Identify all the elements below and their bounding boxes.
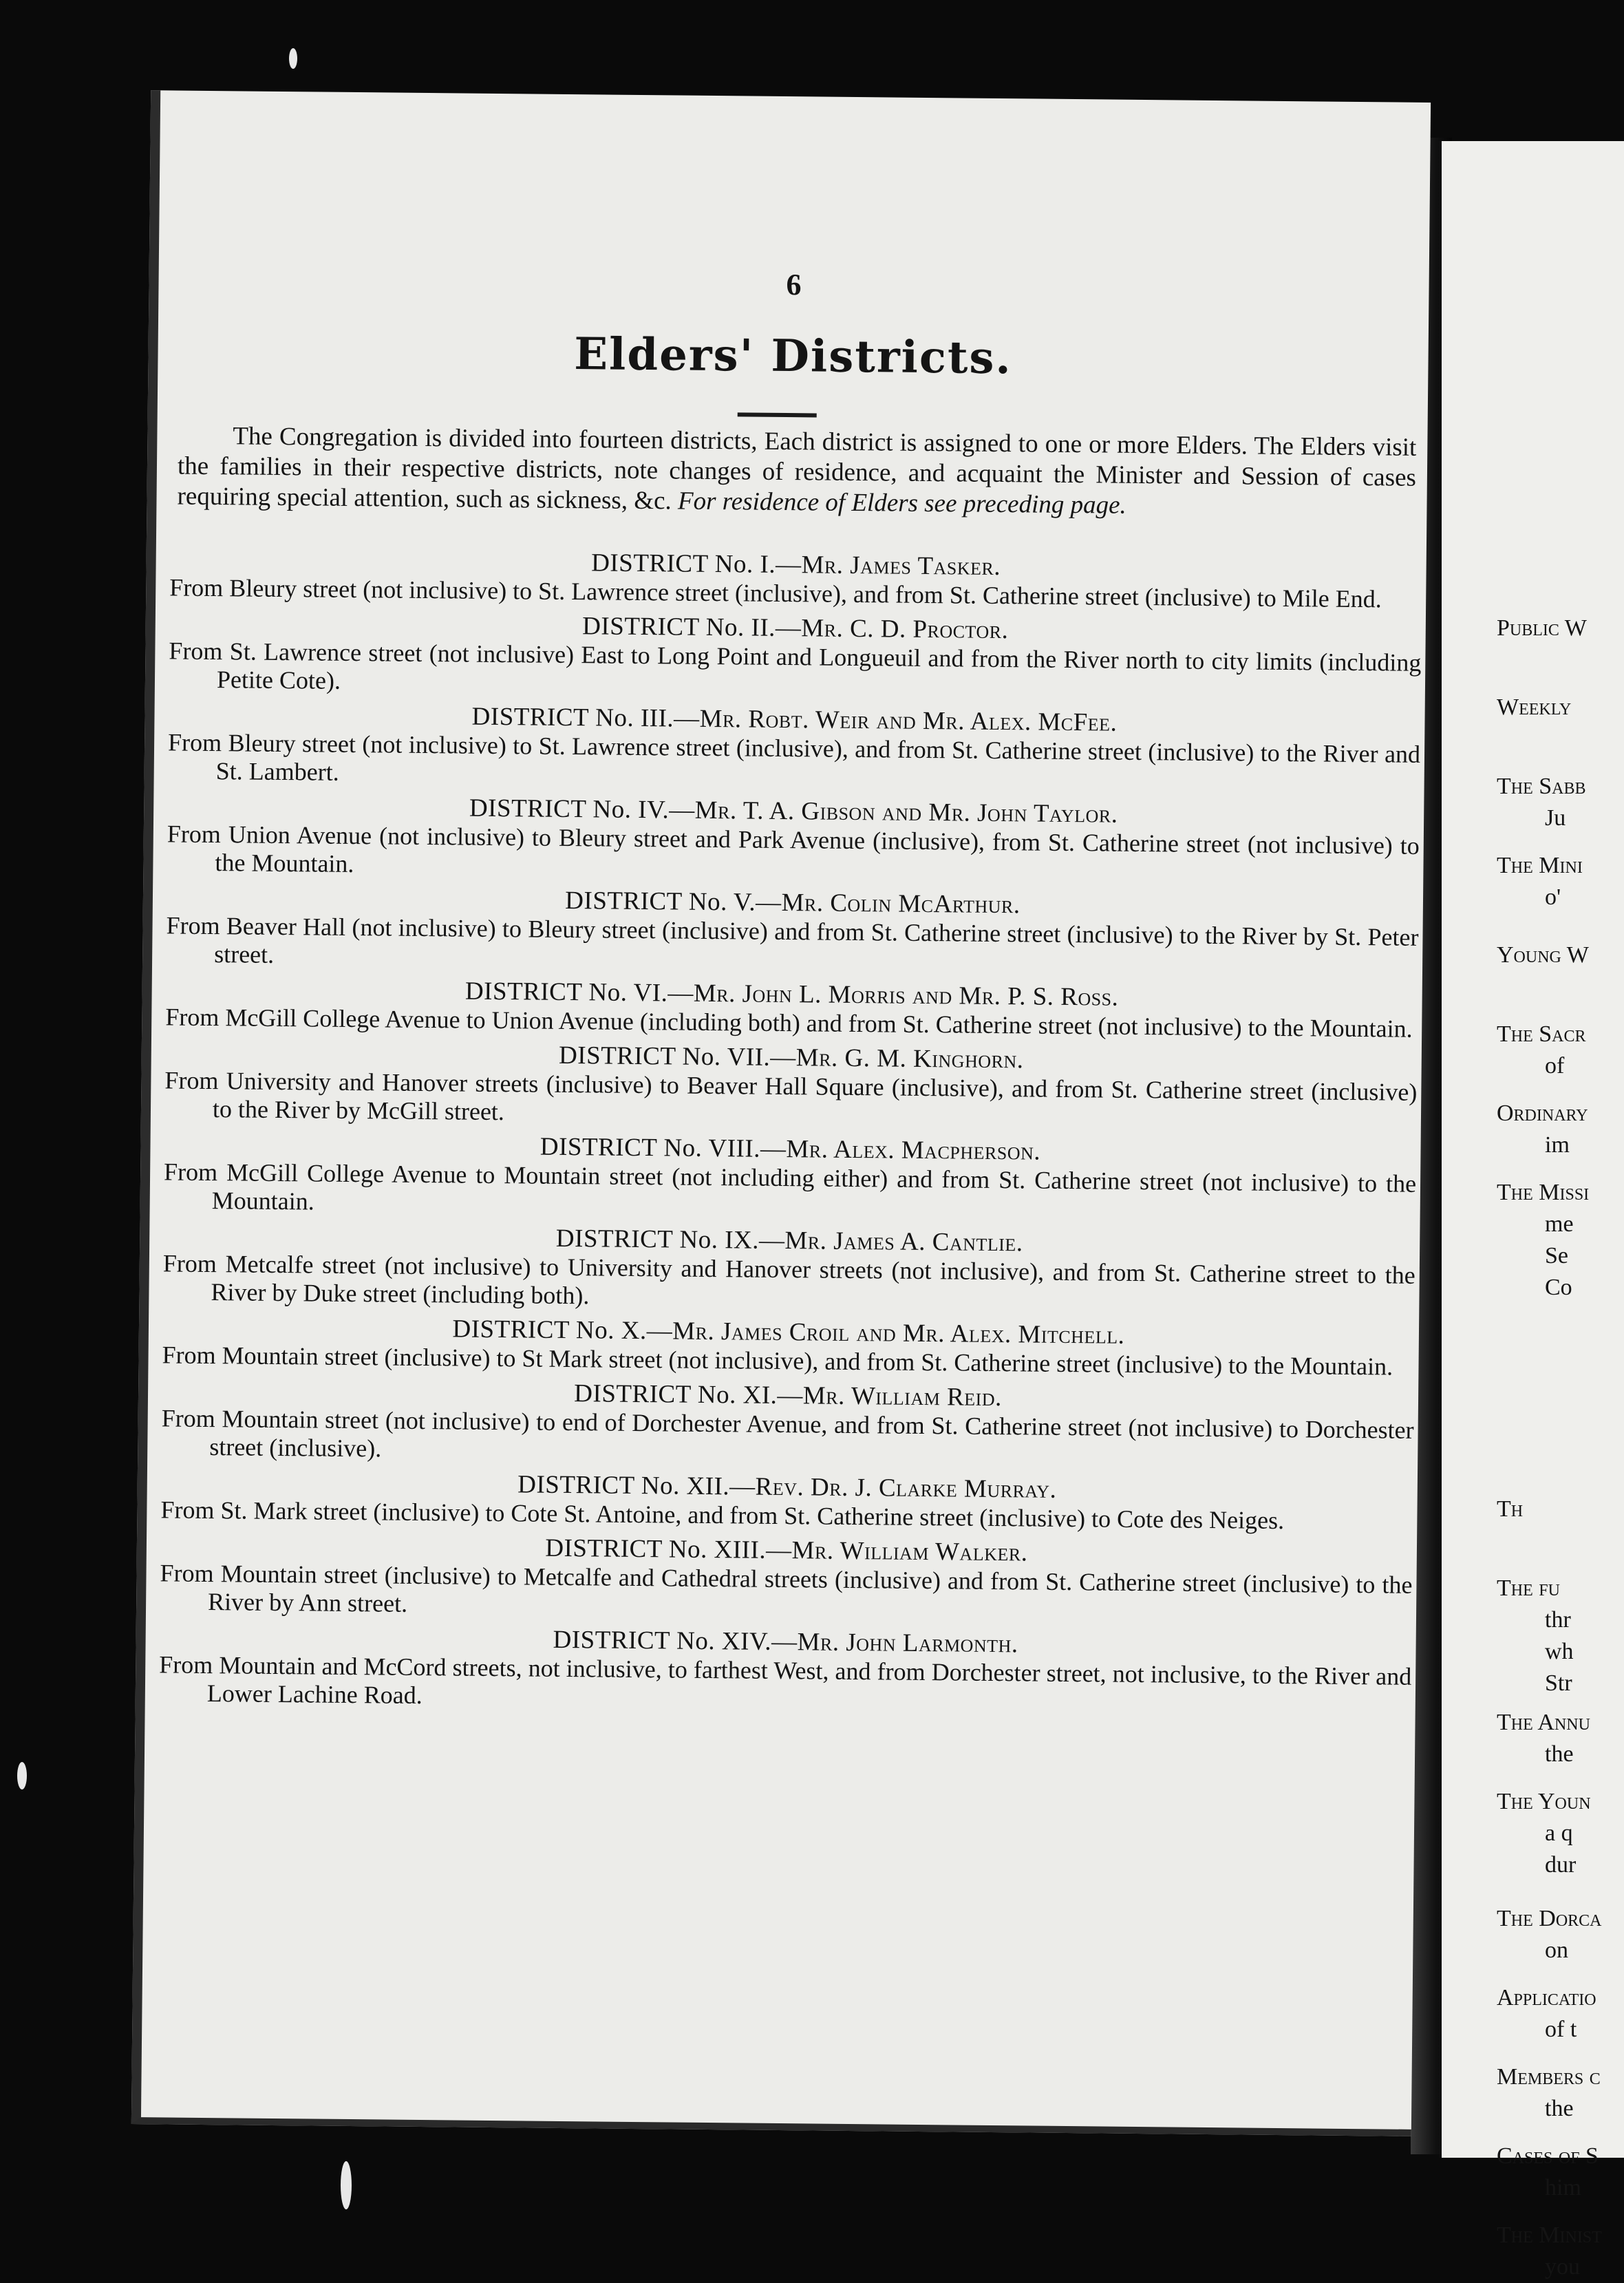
- right-page-entry: [1442, 850, 1624, 913]
- right-page-entry-continuation: on: [1545, 1937, 1568, 1963]
- district-elder: Mr. William Reid.: [802, 1381, 1003, 1412]
- dust-speck: [289, 48, 297, 69]
- district-entry: [162, 1220, 1415, 1317]
- district-label: DISTRICT No. VII.—: [558, 1041, 796, 1072]
- right-page-entry-start: The Mini: [1497, 853, 1583, 878]
- dust-speck: [17, 1762, 27, 1790]
- right-page-entry: [1442, 2061, 1624, 2125]
- district-description: From Mountain street (not inclusive) to end of Dorchester Avenue, and from St. Catherine street (not inclusive) to Dorchester street (inclusive).: [161, 1404, 1414, 1463]
- district-description: From Beaver Hall (not inclusive) to Bleury street (inclusive) and from St. Catherine street (inclusive) to the River by St. Peter street.: [166, 911, 1419, 968]
- district-description: From St. Mark street (inclusive) to Cote St. Antoine, and from St. Catherine street (inclusive) to Cote des Neiges.: [160, 1496, 1285, 1535]
- intro-note: For residence of Elders see preceding page.: [677, 487, 1126, 520]
- right-page-entry-start: The Annu: [1497, 1710, 1590, 1735]
- right-page-entry-start: Applicatio: [1497, 1985, 1596, 2010]
- right-page: [1442, 141, 1624, 2280]
- right-page-entry: [1442, 692, 1624, 723]
- right-page-entry-start: The Missi: [1497, 1180, 1590, 1205]
- right-page-entry-start: The fu: [1497, 1575, 1560, 1601]
- district-description: From McGill College Avenue to Union Avenue (including both) and from St. Catherine street (not inclusive) to the Mountain.: [165, 1003, 1413, 1043]
- district-description: From St. Lawrence street (not inclusive) East to Long Point and Longueuil and from the River north to city limits (including Petite Cote).: [169, 637, 1422, 694]
- district-label: DISTRICT No. II.—: [581, 612, 802, 643]
- right-page-entry: [1442, 1982, 1624, 2046]
- intro-paragraph: [177, 421, 1416, 524]
- district-label: DISTRICT No. I.—: [590, 549, 802, 580]
- district-label: DISTRICT No. XII.—: [517, 1470, 756, 1501]
- right-page-entry: [1442, 1098, 1624, 1161]
- right-page-entry-continuation: the: [1545, 1741, 1574, 1767]
- intro-text: The Congregation is divided into fourteen districts, Each district is assigned to one or more Elders. The Elders visit the families in their respective districts, note changes of residence, and acquaint the Minister and Session of cases requiring special attention, such as sickness, &c.: [177, 422, 1417, 516]
- right-page-entry: [1442, 939, 1624, 971]
- district-description: From Bleury street (not inclusive) to St. Lawrence street (inclusive), and from St. Catherine street (inclusive) to Mile End.: [169, 573, 1382, 613]
- district-entry: [164, 1037, 1418, 1134]
- district-entry: [166, 882, 1419, 979]
- right-page-entry-start: Members c: [1497, 2064, 1601, 2090]
- district-entry: [169, 544, 1422, 613]
- district-entry: [164, 1129, 1417, 1226]
- right-page-entry: [1442, 1177, 1624, 1304]
- right-page-entry-start: The Sabb: [1497, 774, 1586, 799]
- right-page-entry-continuation: of: [1545, 1053, 1565, 1079]
- right-page-entry-continuation: wh: [1545, 1639, 1574, 1664]
- district-label: DISTRICT No. XI.—: [574, 1379, 804, 1410]
- district-label: DISTRICT No. III.—: [471, 702, 700, 733]
- right-page-entry-continuation: you: [1545, 2254, 1580, 2280]
- right-page-entry-continuation: of t: [1545, 2017, 1577, 2042]
- right-page-entry-continuation: Se: [1545, 1243, 1568, 1268]
- district-elder: Mr. Colin McArthur.: [781, 888, 1021, 920]
- right-page-entry-continuation: him: [1545, 2175, 1581, 2200]
- district-entry: [167, 791, 1420, 888]
- right-page-entry: [1442, 1494, 1624, 1525]
- right-page-entry-continuation: o': [1545, 884, 1561, 910]
- district-label: DISTRICT No. VI.—: [464, 977, 694, 1008]
- district-elder: Mr. C. D. Proctor.: [801, 614, 1009, 645]
- district-elder: Mr. Robt. Weir and Mr. Alex. McFee.: [699, 704, 1118, 737]
- right-page-entry-continuation: me: [1545, 1211, 1574, 1237]
- right-page-entries: [1442, 141, 1624, 2280]
- district-elder: Mr. G. M. Kinghorn.: [795, 1043, 1024, 1074]
- district-elder: Mr. John Larmonth.: [797, 1628, 1018, 1659]
- right-page-entry: [1442, 2141, 1624, 2204]
- district-label: DISTRICT No. V.—: [565, 886, 782, 917]
- district-description: From Mountain and McCord streets, not inclusive, to farthest West, and from Dorchester street, not inclusive, to the River and Lower Lachine Road.: [159, 1650, 1412, 1710]
- right-page-entry-start: The Dorca: [1497, 1906, 1602, 1931]
- district-entry: [159, 1622, 1412, 1719]
- right-page-entry-continuation: Ju: [1545, 805, 1566, 831]
- district-elder: Mr. James Tasker.: [801, 551, 1001, 582]
- page-content: [141, 90, 1431, 2130]
- right-page-entry-continuation: the: [1545, 2096, 1574, 2121]
- right-page-entry-start: The Youn: [1497, 1789, 1591, 1814]
- left-page: [131, 90, 1431, 2136]
- district-description: From Bleury street (not inclusive) to St. Lawrence street (inclusive), and from St. Catherine street (inclusive) to the River and St. Lambert.: [167, 728, 1421, 786]
- district-entry: [168, 699, 1421, 796]
- district-elder: Mr. James A. Cantlie.: [784, 1227, 1023, 1257]
- district-entry: [160, 1467, 1413, 1536]
- right-page-entry: [1442, 771, 1624, 834]
- district-description: From Union Avenue (not inclusive) to Bleury street and Park Avenue (inclusive), from St. Catherine street (not inclusive) to the Mountain.: [167, 820, 1420, 878]
- right-page-entry-start: The Sacr: [1497, 1021, 1586, 1047]
- district-elder: Mr. William Walker.: [791, 1536, 1028, 1567]
- right-page-entry: [1442, 1573, 1624, 1699]
- right-page-entry: [1442, 2220, 1624, 2283]
- district-label: DISTRICT No. XIII.—: [545, 1533, 792, 1565]
- district-description: From Mountain street (inclusive) to St Mark street (not inclusive), and from St. Catherine street (inclusive) to the Mountain.: [162, 1341, 1393, 1381]
- district-label: DISTRICT No. IX.—: [555, 1224, 785, 1255]
- right-page-entry-start: Weekly: [1497, 694, 1572, 720]
- district-description: From Metcalfe street (not inclusive) to University and Hanover streets (not inclusive), and from St. Catherine street to the River by Duke street (including both).: [162, 1249, 1415, 1310]
- right-page-entry: [1442, 1786, 1624, 1881]
- right-page-entry-start: Cases of S: [1497, 2143, 1599, 2169]
- district-description: From McGill College Avenue to Mountain street (not including either) and from St. Catherine street (not inclusive) to the Mountain.: [163, 1158, 1417, 1215]
- districts-list: [159, 544, 1422, 1725]
- right-page-entry-start: Young W: [1497, 942, 1589, 968]
- district-elder: Rev. Dr. J. Clarke Murray.: [755, 1472, 1057, 1504]
- district-elder: Mr. John L. Morris and Mr. P. S. Ross.: [693, 979, 1119, 1012]
- right-page-entry: [1442, 613, 1624, 644]
- district-description: From Mountain street (inclusive) to Metcalfe and Cathedral streets (inclusive) and from St. Catherine street (inclusive) to the River by Ann street.: [160, 1559, 1413, 1617]
- district-entry: [165, 974, 1418, 1043]
- right-page-entry-continuation: Str: [1545, 1670, 1572, 1696]
- district-label: DISTRICT No. VIII.—: [539, 1132, 787, 1164]
- district-elder: Mr. Alex. Macpherson.: [786, 1135, 1041, 1166]
- right-page-entry: [1442, 1903, 1624, 1966]
- right-page-entry: [1442, 1707, 1624, 1770]
- right-page-entry-start: The Minist: [1497, 2222, 1602, 2248]
- district-description: From University and Hanover streets (inclusive) to Beaver Hall Square (inclusive), and from St. Catherine street (inclusive) to the River by McGill street.: [164, 1066, 1418, 1126]
- right-page-entry-start: Ordinary: [1497, 1101, 1588, 1126]
- right-page-entry-continuation: a q: [1545, 1820, 1573, 1846]
- district-label: DISTRICT No. IV.—: [469, 794, 695, 825]
- district-elder: Mr. T. A. Gibson and Mr. John Taylor.: [694, 796, 1118, 829]
- district-label: DISTRICT No. X.—: [452, 1315, 673, 1346]
- district-label: DISTRICT No. XIV.—: [553, 1625, 798, 1657]
- district-entry: [162, 1312, 1415, 1381]
- right-page-entry-start: Th: [1497, 1496, 1524, 1522]
- district-elder: Mr. James Croil and Mr. Alex. Mitchell.: [672, 1317, 1125, 1350]
- district-entry: [161, 1375, 1414, 1472]
- right-page-entry-continuation: im: [1545, 1132, 1570, 1158]
- page-title: Elders' Districts.: [573, 328, 1013, 385]
- district-entry: [169, 608, 1422, 705]
- right-page-entry-continuation: Co: [1545, 1275, 1572, 1300]
- right-page-entry-continuation: dur: [1545, 1852, 1577, 1878]
- dust-speck: [341, 2161, 352, 2209]
- right-page-entry: [1442, 1019, 1624, 1082]
- district-entry: [160, 1530, 1413, 1627]
- title-rule: [738, 412, 817, 417]
- page-number: 6: [786, 268, 802, 302]
- right-page-entry-start: Public W: [1497, 615, 1587, 641]
- right-page-entry-continuation: thr: [1545, 1607, 1571, 1633]
